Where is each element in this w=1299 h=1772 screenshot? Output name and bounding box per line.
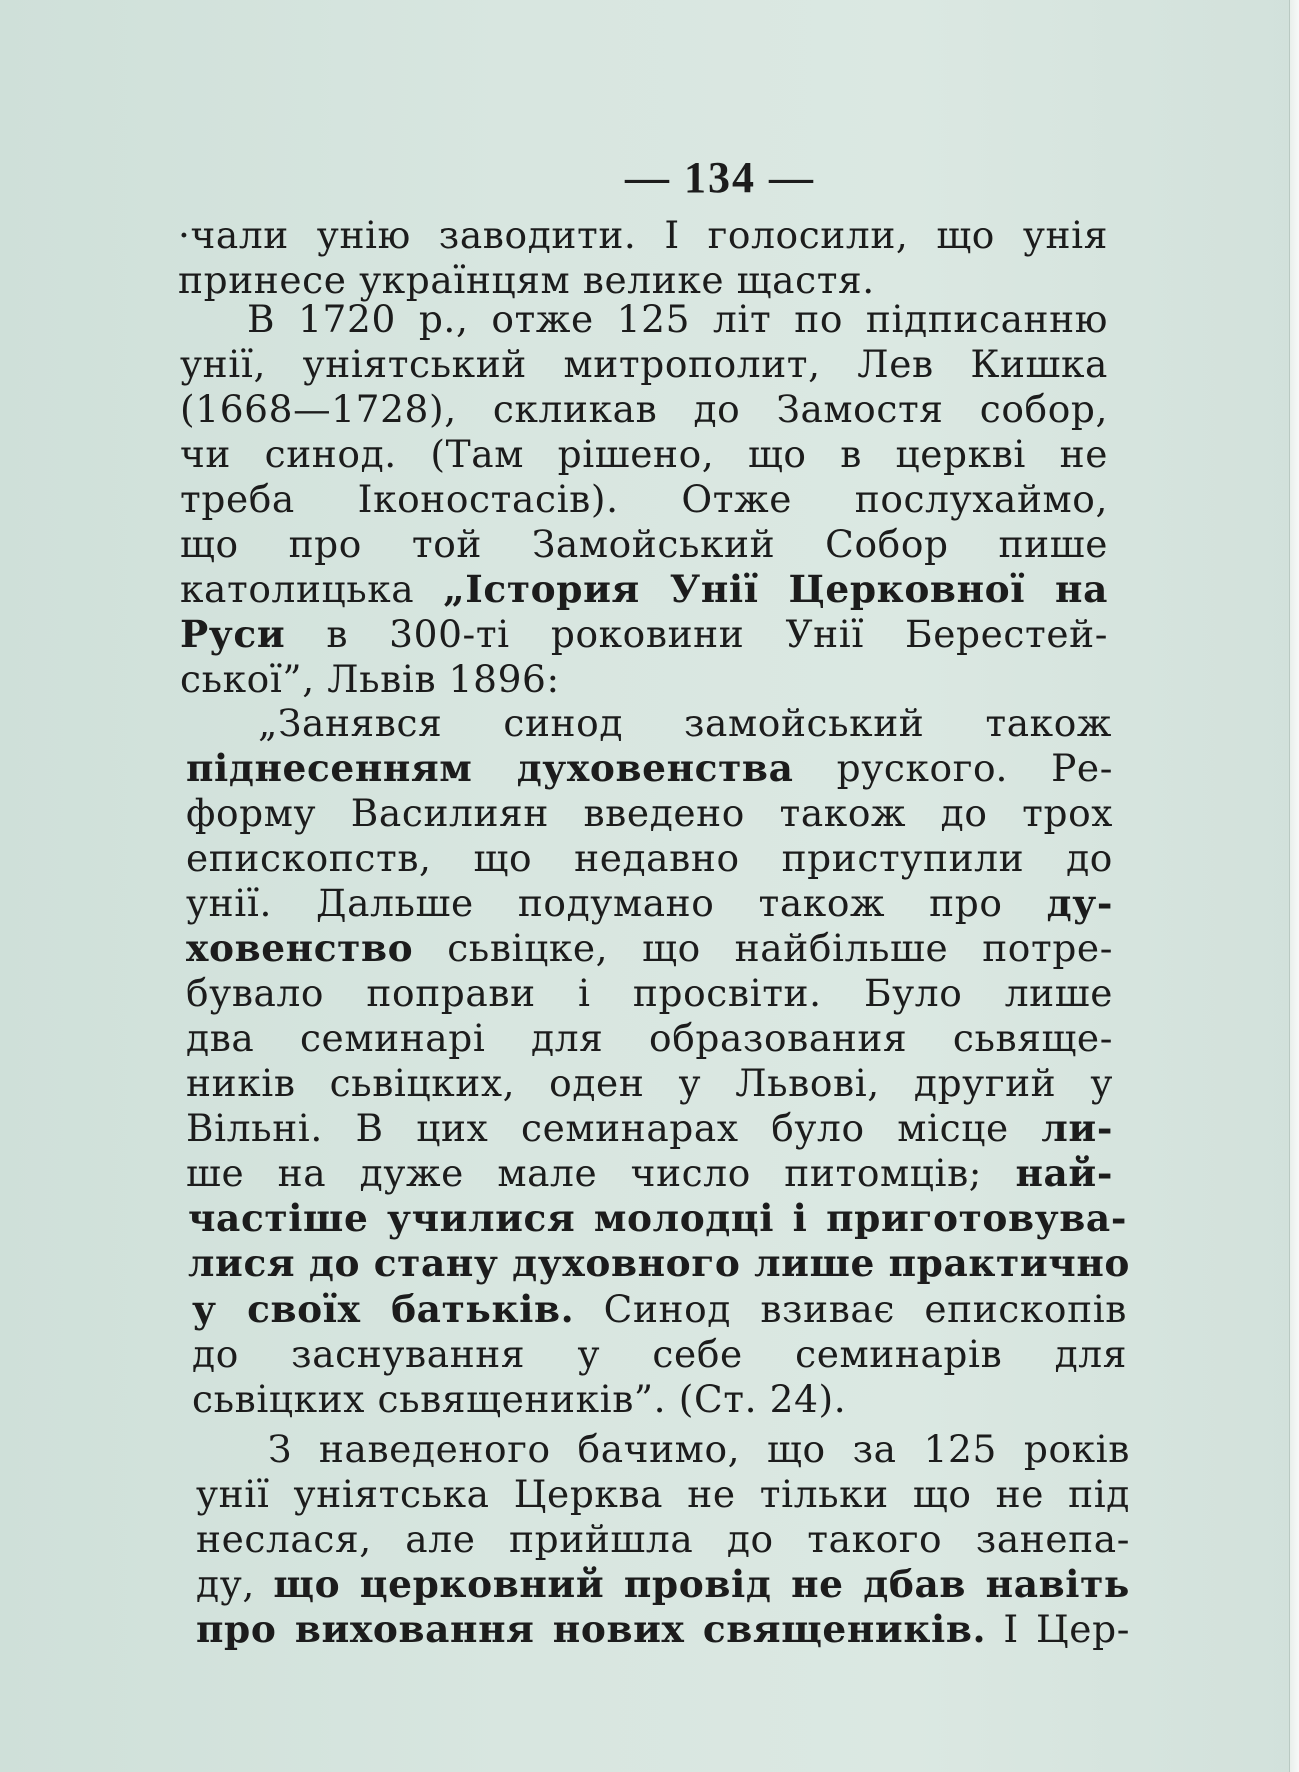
text-line [192, 1331, 1127, 1377]
bold-text: піднесенням духовенства [186, 746, 794, 790]
text-segment: унії. Дальше подумано також про [186, 881, 1047, 925]
bold-text: що церковний провід не дбав навіть [273, 1562, 1130, 1606]
text-line [186, 1105, 1113, 1151]
bold-text: ду- [1046, 881, 1113, 925]
text-segment: рускогo. Ре- [793, 746, 1113, 790]
text-segment: сьвіцке, що найбільше потре- [413, 926, 1113, 970]
text-segment: треба Іконостасів). Отже послухаймо, [180, 477, 1108, 521]
text-segment: принесе українцям велике щастя. [178, 258, 875, 302]
bold-text: ховенство [186, 926, 414, 970]
text-line [247, 296, 1108, 342]
text-segment: (1668—1728), скликав до Замостя собор, [180, 387, 1108, 431]
text-segment: І Цер- [986, 1607, 1130, 1651]
bold-text: у своїх батьків. [192, 1287, 575, 1331]
bold-text: лися до стану духовного лише практично [188, 1241, 1130, 1285]
text-segment: в 300-ті роковини Унії Берестей- [285, 612, 1108, 656]
text-segment: ду, [196, 1562, 274, 1606]
text-segment: Вільні. В цих семинарах було місце [186, 1106, 1042, 1150]
text-line [186, 790, 1113, 836]
text-line [180, 566, 1108, 612]
text-line [180, 341, 1108, 387]
text-line [180, 431, 1108, 477]
text-line [186, 880, 1113, 926]
text-line [188, 1195, 1127, 1241]
text-line [192, 1376, 1127, 1422]
text-segment: В 1720 р., отже 125 літ по підписанню [247, 297, 1108, 341]
text-line [196, 1606, 1130, 1652]
text-segment: З наведеного бачимо, що за 125 років [268, 1427, 1130, 1471]
text-segment: ської”, Львів 1896: [180, 657, 560, 701]
text-line [186, 1015, 1113, 1061]
text-line [192, 1286, 1127, 1332]
text-line [268, 1426, 1130, 1472]
bold-text: най- [1015, 1151, 1113, 1195]
text-segment: ше на дуже мале число питомців; [186, 1151, 1016, 1195]
bold-text: „Істория Унії Церковної на [443, 567, 1109, 611]
text-line [196, 1516, 1130, 1562]
text-line [186, 1060, 1113, 1106]
bold-text: частіше училися молодці і приготовува- [188, 1196, 1127, 1240]
text-line [186, 1150, 1113, 1196]
text-segment: форму Василиян введено також до трох [186, 791, 1113, 835]
bold-text: Руси [180, 612, 286, 656]
text-line [186, 970, 1113, 1016]
text-line [186, 835, 1113, 881]
text-segment: два семинарі для образования сьвяще- [186, 1016, 1113, 1060]
text-line [180, 521, 1108, 567]
text-line [196, 1561, 1130, 1607]
text-segment: ·чали унію заводити. І голосили, що унія [178, 213, 1108, 257]
text-line [186, 925, 1113, 971]
text-segment: „Занявся синод замойський також [258, 701, 1112, 745]
bold-text: про виховання нових священиків. [196, 1607, 987, 1651]
text-segment: католицька [180, 567, 444, 611]
text-line [258, 700, 1112, 746]
text-segment: неслася, але прийшла до такого занепа- [196, 1517, 1130, 1561]
text-segment: ників сьвіцких, оден у Львові, другий у [186, 1061, 1113, 1105]
text-segment: що про той Замойський Собор пише [180, 522, 1108, 566]
text-segment: епископств, що недавно приступили до [186, 836, 1113, 880]
text-segment: сьвіцких сьвящеників”. (Ст. 24). [192, 1377, 847, 1421]
text-line [180, 386, 1108, 432]
text-line [180, 476, 1108, 522]
text-line [180, 611, 1108, 657]
text-segment: бувало поправи і просвіти. Було лише [186, 971, 1113, 1015]
text-line [180, 656, 1108, 702]
text-line [178, 212, 1108, 258]
text-segment: унії, уніятський митрополит, Лев Кишка [180, 342, 1108, 386]
text-segment: до заснування у себе семинарів для [192, 1332, 1127, 1376]
page-number: — 134 — [625, 153, 815, 202]
text-segment: Синод взиває епископів [574, 1287, 1128, 1331]
text-segment: чи синод. (Там рішено, що в церкві не [180, 432, 1108, 476]
text-line [188, 1240, 1130, 1286]
text-line [196, 1471, 1130, 1517]
page-edge [1289, 0, 1299, 1772]
text-segment: унії уніятська Церква не тільки що не під [196, 1472, 1130, 1516]
bold-text: ли- [1041, 1106, 1113, 1150]
text-line [186, 745, 1113, 791]
